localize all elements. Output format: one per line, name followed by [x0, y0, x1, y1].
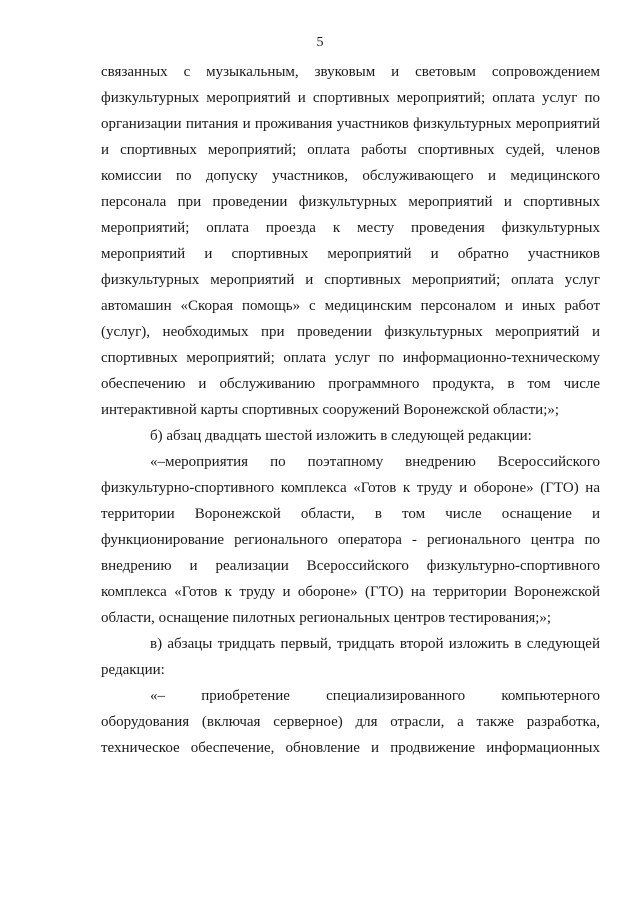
text-line: интерактивной карты спортивных сооружений Воронежской области;»; [101, 402, 560, 418]
text-line: в) абзацы тридцать первый, тридцать второй изложить в следующей [150, 636, 600, 652]
text-line: обеспечению и обслуживанию программного продукта, в том числе [101, 376, 600, 392]
text-line: внедрению и реализации Всероссийского физкультурно-спортивного [101, 558, 600, 574]
text-line: и спортивных мероприятий; оплата работы спортивных судей, членов [101, 142, 600, 158]
text-line: «–мероприятия по поэтапному внедрению Всероссийского [150, 454, 600, 470]
text-line: области, оснащение пилотных региональных центров тестирования;»; [101, 610, 552, 626]
text-line: редакции: [101, 662, 165, 678]
text-line: мероприятий и спортивных мероприятий и обратно участников [101, 246, 600, 262]
text-line: связанных с музыкальным, звуковым и световым сопровождением [101, 64, 600, 80]
text-line: комиссии по допуску участников, обслуживающего и медицинского [101, 168, 600, 184]
page-number: 5 [316, 35, 324, 50]
text-line: «– приобретение специализированного компьютерного [150, 688, 600, 704]
text-line: физкультурно-спортивного комплекса «Готов к труду и обороне» (ГТО) на [101, 480, 600, 496]
text-line: комплекса «Готов к труду и обороне» (ГТО) на территории Воронежской [101, 584, 600, 600]
text-line: оборудования (включая серверное) для отрасли, а также разработка, [101, 714, 600, 730]
text-line: автомашин «Скорая помощь» с медицинским персоналом и иных работ [101, 298, 600, 314]
text-line: персонала при проведении физкультурных мероприятий и спортивных [101, 194, 600, 210]
text-line: спортивных мероприятий; оплата услуг по информационно-техническому [101, 350, 600, 366]
text-line: б) абзац двадцать шестой изложить в следующей редакции: [150, 428, 532, 444]
text-line: мероприятий; оплата проезда к месту проведения физкультурных [101, 220, 600, 236]
text-line: физкультурных мероприятий и спортивных мероприятий; оплата услуг по [101, 90, 600, 106]
text-line: территории Воронежской области, в том числе оснащение и [101, 506, 600, 522]
text-line: техническое обеспечение, обновление и продвижение информационных [101, 740, 600, 756]
text-line: организации питания и проживания участников физкультурных мероприятий [101, 116, 600, 132]
text-line: функционирование регионального оператора - регионального центра по [101, 532, 600, 548]
text-line: (услуг), необходимых при проведении физкультурных мероприятий и [101, 324, 600, 340]
text-line: физкультурных мероприятий и спортивных мероприятий; оплата услуг [101, 272, 600, 288]
body-text [101, 59, 600, 761]
